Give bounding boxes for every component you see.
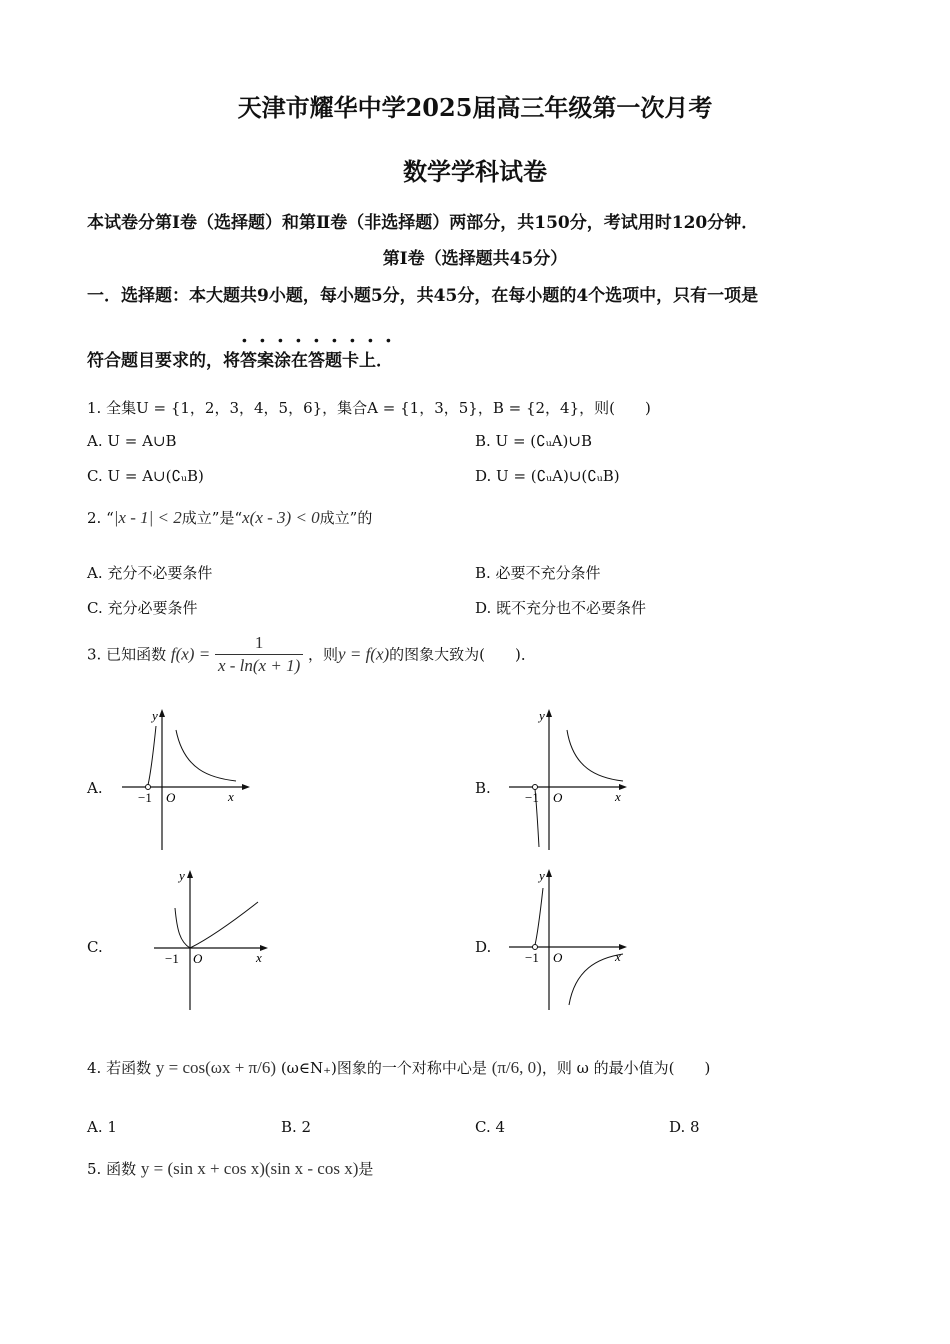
- q3-y-eq-fx: y = f(x): [338, 644, 390, 664]
- q3-option-b-label[interactable]: B.: [475, 779, 491, 797]
- q2-option-c[interactable]: C. 充分必要条件: [87, 599, 198, 617]
- x-label: x: [615, 949, 621, 964]
- q3-function-lhs: f(x) =: [170, 644, 211, 664]
- x-label: x: [228, 789, 234, 804]
- q3-graph-b[interactable]: [497, 700, 647, 855]
- q3-option-a-label[interactable]: A.: [87, 779, 103, 797]
- q3-graph-a[interactable]: [110, 700, 260, 855]
- q3-option-d-label[interactable]: D.: [475, 938, 492, 956]
- exam-title: 天津市耀华中学2025届高三年级第一次月考: [237, 93, 713, 122]
- y-axis-arrow-icon: [187, 870, 193, 878]
- q2-suffix: 成立”的: [319, 509, 373, 527]
- q3-suffix: 的图象大致为( )．: [389, 645, 536, 664]
- y-label: y: [539, 868, 545, 883]
- curve-left-branch: [535, 888, 543, 945]
- x-axis-arrow-icon: [242, 784, 250, 790]
- y-label: y: [152, 708, 158, 723]
- q2-option-a[interactable]: A. 充分不必要条件: [87, 564, 213, 582]
- emphasis-dots: ．．．．．．．．．: [241, 322, 415, 348]
- q3-mid: ，则: [308, 645, 339, 664]
- open-point: [533, 945, 538, 950]
- curve-left-branch: [148, 726, 156, 785]
- x-label: x: [615, 789, 621, 804]
- q2-condition-2: x(x - 3) < 0: [242, 508, 320, 527]
- q1-option-b[interactable]: B. U = (∁ᵤA)∪B: [475, 432, 592, 450]
- q2-option-b[interactable]: B. 必要不充分条件: [475, 564, 601, 582]
- q5-stem: [87, 1158, 373, 1179]
- q2-condition-1: |x - 1| < 2: [113, 508, 182, 527]
- origin-label: O: [553, 790, 563, 805]
- q2-mid: 成立”是“: [181, 509, 243, 527]
- origin-label: O: [193, 951, 203, 966]
- exam-subtitle: 数学学科试卷: [403, 157, 547, 186]
- x-label: x: [256, 950, 262, 965]
- q2-option-d[interactable]: D. 既不充分也不必要条件: [475, 599, 647, 617]
- q2-prefix: 2. “: [87, 509, 114, 527]
- part-heading: 第Ⅰ卷（选择题共45分）: [382, 249, 568, 269]
- q3-denominator: x - ln(x + 1): [215, 654, 303, 677]
- q2-stem: [87, 507, 372, 528]
- q1-option-d[interactable]: D. U = (∁ᵤA)∪(∁ᵤB): [475, 467, 620, 485]
- q1-option-c[interactable]: C. U = A∪(∁ᵤB): [87, 467, 204, 485]
- q3-graph-d[interactable]: [497, 860, 647, 1015]
- q5-prefix: 5. 函数: [87, 1160, 137, 1178]
- q4-omega-condition: (ω∈N₊)图象的一个对称中心是: [280, 1059, 487, 1077]
- y-axis-arrow-icon: [159, 709, 165, 717]
- q3-graph-c[interactable]: [150, 860, 280, 1015]
- y-label: y: [179, 868, 185, 883]
- q3-numerator: 1: [254, 633, 264, 652]
- q4-option-b[interactable]: B. 2: [281, 1118, 312, 1136]
- tick-neg-one: −1: [525, 950, 539, 965]
- tick-neg-one: −1: [165, 951, 179, 966]
- curve: [175, 902, 258, 948]
- q3-fraction: [215, 632, 303, 677]
- q4-function: y = cos(ωx + π/6): [155, 1058, 277, 1077]
- q4-option-d[interactable]: D. 8: [669, 1118, 700, 1136]
- q4-option-c[interactable]: C. 4: [475, 1118, 506, 1136]
- origin-label: O: [166, 790, 176, 805]
- q4-point: (π/6, 0): [491, 1058, 542, 1077]
- q4-stem: [87, 1057, 710, 1078]
- curve-right-branch: [567, 730, 623, 781]
- q5-function: y = (sin x + cos x)(sin x - cos x): [140, 1159, 359, 1178]
- y-axis-arrow-icon: [546, 709, 552, 717]
- q4-prefix: 4. 若函数: [87, 1059, 152, 1077]
- tick-neg-one: −1: [138, 790, 152, 805]
- q3-option-c-label[interactable]: C.: [87, 938, 103, 956]
- q1-stem: 1. 全集U = {1，2，3，4，5，6}，集合A = {1，3，5}，B = {2，4}，则( ): [87, 399, 651, 417]
- q3-stem: [87, 632, 536, 677]
- tick-neg-one: −1: [525, 790, 539, 805]
- q3-prefix: 3. 已知函数: [87, 645, 167, 664]
- q5-suffix: 是: [358, 1160, 374, 1178]
- section-line-1: 一．选择题：本大题共9小题，每小题5分，共45分，在每小题的4个选项中，只有一项是: [87, 286, 759, 306]
- y-axis-arrow-icon: [546, 869, 552, 877]
- q1-option-a[interactable]: A. U = A∪B: [87, 432, 177, 450]
- y-label: y: [539, 708, 545, 723]
- q4-suffix: ，则 ω 的最小值为( ): [541, 1059, 711, 1077]
- exam-intro: 本试卷分第Ⅰ卷（选择题）和第Ⅱ卷（非选择题）两部分，共150分，考试用时120分钟．: [87, 213, 759, 233]
- section-line-2: 符合题目要求的，将答案涂在答题卡上．: [87, 351, 393, 371]
- q4-option-a[interactable]: A. 1: [87, 1118, 117, 1136]
- origin-label: O: [553, 950, 563, 965]
- open-point: [146, 785, 151, 790]
- open-point: [533, 785, 538, 790]
- curve-right-branch: [176, 730, 236, 781]
